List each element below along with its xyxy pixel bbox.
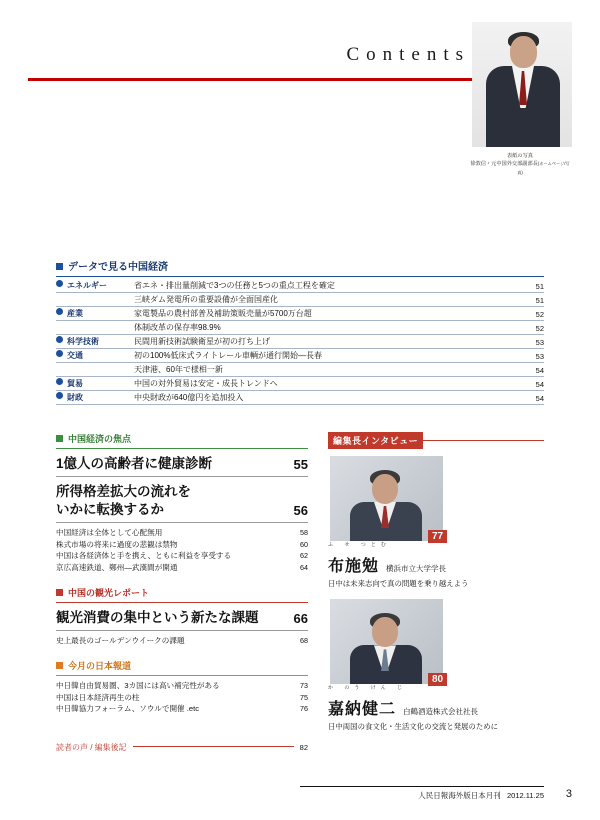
interview-name: 嘉納健二	[328, 701, 397, 719]
portrait-caption-credit: (ホームページ/写真)	[517, 161, 570, 175]
list-item-text: 株式市場の将来に過度の悲観は禁物	[56, 539, 178, 549]
feature-page: 66	[293, 611, 308, 627]
interview-role: 白鶴酒造株式会社社長	[403, 707, 479, 717]
toc-row-text: 天津港、60年で様相一新	[134, 365, 223, 374]
toc-row-text: 三峡ダム発電所の重要設備が全面国産化	[134, 295, 278, 304]
toc-row-category	[56, 393, 134, 403]
footer-publication	[418, 790, 544, 801]
list-item-page: 62	[300, 551, 308, 561]
toc-row-category-label: 交通	[67, 351, 83, 360]
square-marker-icon	[56, 662, 63, 669]
toc-row[interactable]	[56, 321, 544, 335]
toc-row-text: 体制改革の保存率98.9%	[134, 323, 221, 332]
list-item-text: 中国経済は全体として心配無用	[56, 527, 163, 537]
list-item[interactable]	[56, 692, 308, 704]
interview-card[interactable]	[328, 456, 544, 589]
toc-row[interactable]	[56, 335, 544, 349]
toc-row-category	[56, 351, 134, 361]
toc-row-page: 54	[535, 365, 544, 375]
list-item[interactable]	[56, 635, 308, 647]
feature-title-line2: いかに転換するか	[56, 501, 164, 517]
toc-row-page: 53	[535, 337, 544, 347]
toc-row[interactable]	[56, 349, 544, 363]
toc-row-page: 51	[535, 281, 544, 291]
bullet-dot-icon	[56, 378, 63, 385]
spacer	[56, 647, 308, 659]
left-column	[56, 432, 308, 715]
toc-row-text: 民間用新技術試験衛星が初の打ち上げ	[134, 337, 270, 346]
toc-row[interactable]	[56, 377, 544, 391]
interview-banner	[328, 432, 544, 450]
interview-banner-text: 編集長インタビュー	[333, 436, 419, 446]
portrait-face	[510, 36, 537, 68]
interview-page-badge: 77	[428, 530, 447, 543]
interview-role: 横浜市立大学学長	[386, 564, 447, 573]
section-heading-data	[56, 258, 544, 276]
footer-page-number: 3	[565, 788, 572, 800]
interview-name-ruby: か のう けん じ	[328, 685, 408, 692]
toc-row-category-label: 貿易	[67, 379, 83, 388]
toc-row[interactable]	[56, 363, 544, 377]
section-heading-rule	[56, 276, 544, 277]
header-divider	[28, 78, 472, 81]
interview-photo	[330, 456, 443, 541]
feature-title-line1: 所得格差拡大の流れを	[56, 484, 191, 500]
photo-face	[372, 474, 398, 504]
toc-row[interactable]	[56, 307, 544, 321]
toc-row-category-label: エネルギー	[67, 281, 107, 290]
toc-row-text: 家電製品の農村部普及補助策販売量が5700万台超	[134, 309, 312, 318]
list-item[interactable]	[56, 680, 308, 692]
footer-publication-name: 人民日報海外版日本月刊	[418, 791, 501, 800]
list-item-page: 73	[300, 680, 308, 690]
bullet-dot-icon	[56, 336, 63, 343]
section-heading-data-label: データで見る中国経済	[68, 262, 168, 273]
list-item-page: 60	[300, 539, 308, 549]
bullet-dot-icon	[56, 392, 63, 399]
feature-page: 55	[293, 457, 308, 473]
list-item[interactable]	[56, 550, 308, 562]
toc-row[interactable]	[56, 293, 544, 307]
list-item-text: 中日韓協力フォーラム、ソウルで開催 .etc	[56, 704, 199, 714]
section-heading-japan-label: 今月の日本報道	[68, 660, 132, 671]
footer-divider	[300, 786, 544, 787]
toc-row-text: 初の100%低床式ライトレール車輌が通行開始—長春	[134, 351, 323, 360]
list-item[interactable]	[56, 527, 308, 539]
toc-row-category	[56, 337, 134, 347]
portrait-caption	[468, 152, 572, 177]
square-marker-icon	[56, 435, 63, 442]
list-item[interactable]	[56, 562, 308, 574]
page-title: Contents	[346, 44, 470, 65]
interview-subtitle: 日中両国の食文化・生活文化の交流と発展のために	[328, 722, 498, 732]
readers-voice-row[interactable]	[56, 742, 308, 753]
list-item-page: 64	[300, 563, 308, 573]
section-china-economy-data	[56, 258, 544, 405]
readers-voice-page: 82	[299, 743, 308, 752]
list-item-page: 68	[300, 636, 308, 646]
interview-page-badge: 80	[428, 673, 447, 686]
focus-item-list	[56, 523, 308, 574]
bullet-dot-icon	[56, 350, 63, 357]
feature-page: 56	[293, 502, 308, 518]
footer-date: 2012.11.25	[507, 791, 544, 800]
toc-row-page: 52	[535, 309, 544, 319]
readers-voice-dash	[133, 745, 294, 747]
list-item-text: 中国は各経済体と手を携え、ともに利益を享受する	[56, 551, 232, 561]
toc-row-text: 中国の対外貿易は安定・成長トレンドへ	[134, 379, 278, 388]
section-heading-tourism-label: 中国の観光レポート	[68, 587, 150, 598]
interview-photo	[330, 599, 443, 684]
toc-row-page: 52	[535, 323, 544, 333]
toc-row-text: 中央財政が640億円を追加投入	[134, 393, 244, 402]
list-item-page: 75	[300, 692, 308, 702]
toc-row-page: 54	[535, 393, 544, 403]
list-item-text: 中国は日本経済再生の柱	[56, 692, 140, 702]
section-heading-focus-label: 中国経済の焦点	[68, 434, 132, 444]
interview-name-row	[328, 553, 544, 576]
list-item[interactable]	[56, 539, 308, 551]
toc-row[interactable]	[56, 279, 544, 293]
portrait-caption-line2-text: 徐敦信・元中国外交部副部長	[470, 161, 538, 168]
square-marker-icon	[56, 589, 63, 596]
list-item-text: 史上最長のゴールデンウイークの課題	[56, 636, 185, 646]
readers-voice-label: 読者の声 / 編集後記	[56, 743, 127, 752]
toc-row-category	[56, 281, 134, 291]
interview-name-row	[328, 696, 544, 719]
feature-item[interactable]	[56, 477, 308, 523]
toc-row-page: 53	[535, 351, 544, 361]
feature-title	[56, 483, 191, 518]
bullet-dot-icon	[56, 280, 63, 287]
toc-row-category-label: 科学技術	[67, 337, 99, 346]
page-header	[0, 22, 600, 182]
interview-name-ruby: ふ せ つとむ	[328, 542, 391, 548]
toc-row-text: 省エネ・排出量削減で3つの任務と5つの重点工程を確定	[134, 281, 335, 290]
photo-face	[372, 617, 398, 647]
portrait-caption-line2	[468, 160, 572, 177]
section-heading-focus	[56, 432, 308, 448]
toc-row-category-label: 産業	[67, 309, 83, 318]
feature-title: 観光消費の集中という新たな課題	[56, 609, 259, 625]
cover-portrait-photo	[472, 22, 572, 147]
interview-card[interactable]	[328, 599, 544, 732]
interview-name: 布施勉	[328, 558, 380, 575]
toc-row-category	[56, 309, 134, 319]
section-heading-japan	[56, 659, 308, 675]
list-item-text: 京広高速鉄道、鄭州—武漢間が開通	[56, 563, 178, 573]
bullet-dot-icon	[56, 308, 63, 315]
section-heading-tourism	[56, 586, 308, 602]
toc-row-category-label: 財政	[67, 393, 83, 402]
japan-item-list	[56, 676, 308, 715]
list-item-text: 中日韓自由貿易圏、3カ国には高い補完性がある	[56, 680, 220, 690]
toc-row-page: 51	[535, 295, 544, 305]
feature-item[interactable]	[56, 449, 308, 477]
toc-row-category	[56, 379, 134, 389]
tourism-item-list	[56, 631, 308, 647]
feature-item[interactable]	[56, 603, 308, 631]
spacer	[56, 574, 308, 586]
interview-subtitle: 日中は未来志向で真の問題を乗り越えよう	[328, 579, 469, 588]
square-marker-icon	[56, 263, 63, 270]
portrait-caption-line1: 表紙の写真	[507, 153, 533, 159]
interview-banner-label	[328, 432, 423, 449]
list-item[interactable]	[56, 703, 308, 715]
toc-row[interactable]	[56, 391, 544, 405]
toc-row-page: 54	[535, 379, 544, 389]
interview-column	[328, 432, 544, 733]
list-item-page: 76	[300, 704, 308, 714]
list-item-page: 58	[300, 527, 308, 537]
feature-title: 1億人の高齢者に健康診断	[56, 456, 213, 471]
